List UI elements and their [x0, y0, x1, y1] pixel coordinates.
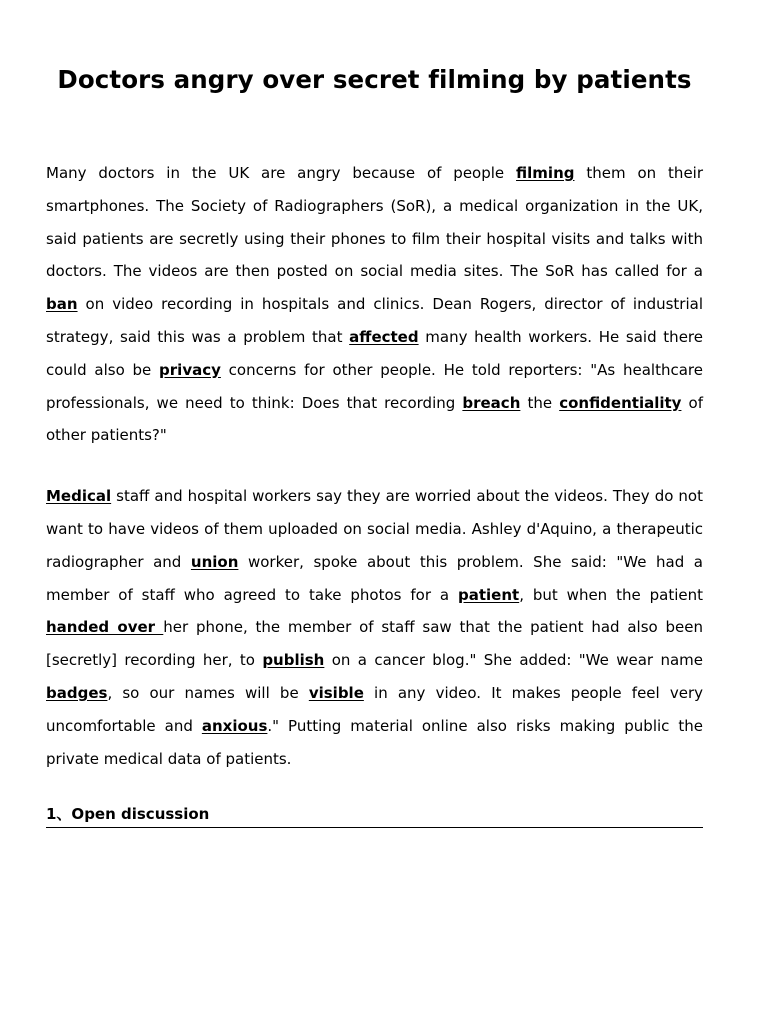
text: many health workers. He said there could also be: [46, 327, 703, 379]
vocab-filming: filming: [516, 164, 575, 182]
document-page: [46, 58, 703, 828]
section-heading-open-discussion: 1、Open discussion: [46, 803, 703, 828]
vocab-anxious: anxious: [201, 716, 268, 735]
text: concerns for other people. He told reporters: "As healthcare professionals, we need to think: Does that recording: [46, 360, 703, 412]
vocab-patient: patient: [457, 585, 520, 604]
text: , so our names will be: [107, 683, 309, 702]
text: of other patients?": [46, 393, 703, 445]
text: in any video. It makes people feel very uncomfortable and: [46, 683, 703, 735]
paragraph-1: [46, 157, 703, 452]
paragraph-2: [46, 480, 703, 775]
vocab-affected: affected: [349, 327, 419, 346]
text: staff and hospital workers say they are worried about the videos. They do not want to have videos of them uploaded on social media. Ashley d'Aquino, a therapeutic radiographer and: [46, 487, 703, 571]
text: on video recording in hospitals and clinics. Dean Rogers, director of industrial strategy, said this was a problem that: [46, 295, 703, 346]
vocab-badges: badges: [46, 683, 108, 702]
vocab-visible: visible: [308, 683, 364, 702]
text: on a cancer blog." She added: "We wear name: [324, 651, 703, 670]
text: , but when the patient: [519, 585, 703, 604]
text: ." Putting material online also risks making public the private medical data of patients.: [46, 716, 703, 768]
text: Many doctors in the UK are angry because of people: [46, 164, 517, 182]
text: worker, spoke about this problem. She said: "We had a member of staff who agreed to take photos for a: [46, 552, 704, 604]
text: them on their smartphones. The Society of Radiographers (SoR), a medical organization in the UK, said patients are secretly using their phones to film their hospital visits and talks with doctors. The videos are then posted on social media sites. The SoR has called for a: [46, 164, 704, 281]
text: her phone, the member of staff saw that the patient had also been [secretly] recording her, to: [46, 618, 703, 670]
vocab-ban: ban: [46, 295, 78, 314]
vocab-breach: breach: [462, 393, 521, 412]
vocab-publish: publish: [262, 651, 325, 670]
page-title: Doctors angry over secret filming by patients: [57, 65, 692, 94]
vocab-union: union: [190, 552, 239, 571]
vocab-privacy: privacy: [159, 360, 221, 379]
vocab-medical: Medical: [46, 487, 112, 506]
text: the: [520, 393, 560, 412]
vocab-handed-over: handed over: [46, 618, 164, 637]
vocab-confidentiality: confidentiality: [559, 393, 682, 412]
